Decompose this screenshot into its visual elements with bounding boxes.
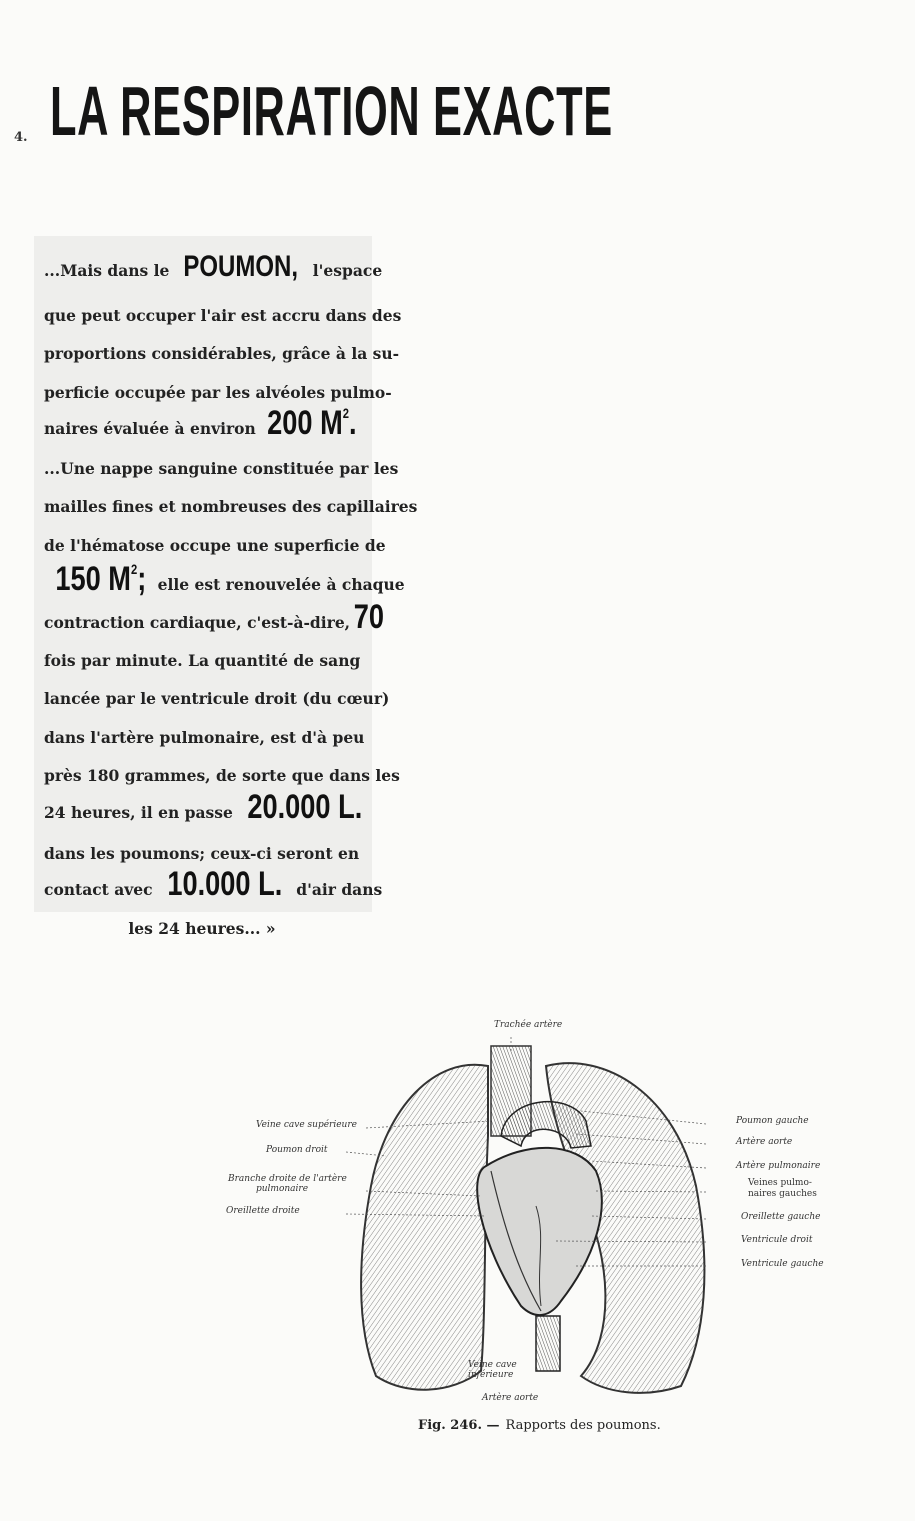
text-segment: contact avec: [44, 880, 153, 899]
label-oreillette-droite: Oreillette droite: [226, 1206, 300, 1216]
text-line: dans les poumons; ceux-ci seront en: [44, 844, 360, 863]
superscript: 2: [342, 405, 349, 421]
text-line: [44, 865, 383, 903]
text-line: près 180 grammes, de sorte que dans les: [44, 766, 400, 785]
text-line: [44, 250, 383, 283]
lungs-heart-illustration: [226, 1016, 844, 1414]
label-branche-droite-2: pulmonaire: [256, 1184, 309, 1194]
superscript: 2: [130, 561, 138, 577]
text-line: [44, 598, 385, 636]
emphasis-figure: 10.000 L.: [166, 865, 282, 903]
emphasis-figure: 20.000 L.: [247, 788, 363, 826]
page-number: 4.: [14, 130, 28, 145]
text-segment: d'air dans: [296, 880, 383, 899]
text-segment: 24 heures, il en passe: [44, 803, 233, 822]
inferior-vena-cava: [536, 1316, 560, 1371]
text-line: les 24 heures... »: [128, 919, 276, 938]
text-line: dans l'artère pulmonaire, est d'à peu: [44, 728, 365, 747]
label-artere-pulmonaire: Artère pulmonaire: [736, 1161, 821, 1171]
label-veine-cave-superieure: Veine cave supérieure: [256, 1120, 357, 1130]
emphasis-figure: [267, 406, 356, 440]
page-title: LA RESPIRATION EXACTE: [50, 72, 613, 150]
label-artere-aorte: Artère aorte: [736, 1137, 793, 1147]
text-line: [44, 560, 405, 598]
label-veine-cave-inferieure: Veine cave: [468, 1360, 517, 1370]
figure-caption: [418, 1418, 661, 1433]
right-lung: [361, 1065, 488, 1390]
text-line: fois par minute. La quantité de sang: [44, 651, 361, 670]
label-artere-aorte-bas: Artère aorte: [482, 1393, 539, 1403]
emphasis-figure: 70: [353, 598, 385, 636]
emphasis-figure: [55, 562, 146, 596]
caption-figure-number: Fig. 246. —: [418, 1418, 500, 1433]
figure-value: 200 M: [266, 404, 343, 442]
label-branche-droite: Branche droite de l'artère: [228, 1174, 347, 1184]
figure-punct: .: [348, 404, 357, 442]
label-ventricule-gauche: Ventricule gauche: [741, 1259, 824, 1269]
label-trachee: Trachée artère: [494, 1020, 563, 1030]
text-segment: l'espace: [312, 261, 383, 280]
text-line: de l'hématose occupe une superficie de: [44, 536, 386, 555]
text-line: [44, 788, 363, 826]
text-line: ...Une nappe sanguine constituée par les: [44, 459, 399, 478]
label-veine-cave-inferieure-2: inférieure: [468, 1370, 514, 1380]
text-line: lancée par le ventricule droit (du cœur): [44, 689, 390, 708]
emphasis-word: POUMON,: [183, 250, 299, 283]
text-segment: contraction cardiaque, c'est-à-dire,: [44, 613, 351, 632]
text-line: que peut occuper l'air est accru dans des: [44, 306, 402, 325]
label-ventricule-droit: Ventricule droit: [741, 1235, 813, 1245]
text-segment: naires évaluée à environ: [44, 419, 256, 438]
figure-value: 150 M: [55, 560, 131, 598]
text-line: [44, 406, 360, 440]
text-line: proportions considérables, grâce à la su-: [44, 344, 400, 363]
caption-text: Rapports des poumons.: [505, 1418, 661, 1433]
text-segment: elle est renouvelée à chaque: [157, 575, 405, 594]
label-veines-pulmonaires-2: naires gauches: [748, 1189, 817, 1199]
text-line: perficie occupée par les alvéoles pulmo-: [44, 383, 392, 402]
label-oreillette-gauche: Oreillette gauche: [741, 1212, 821, 1222]
text-line: mailles fines et nombreuses des capillaires: [44, 497, 418, 516]
label-poumon-droit: Poumon droit: [266, 1145, 328, 1155]
text-segment: ...Mais dans le: [44, 261, 170, 280]
label-veines-pulmonaires: Veines pulmo-: [748, 1178, 812, 1188]
label-poumon-gauche: Poumon gauche: [736, 1116, 809, 1126]
figure-punct: ;: [137, 560, 147, 598]
